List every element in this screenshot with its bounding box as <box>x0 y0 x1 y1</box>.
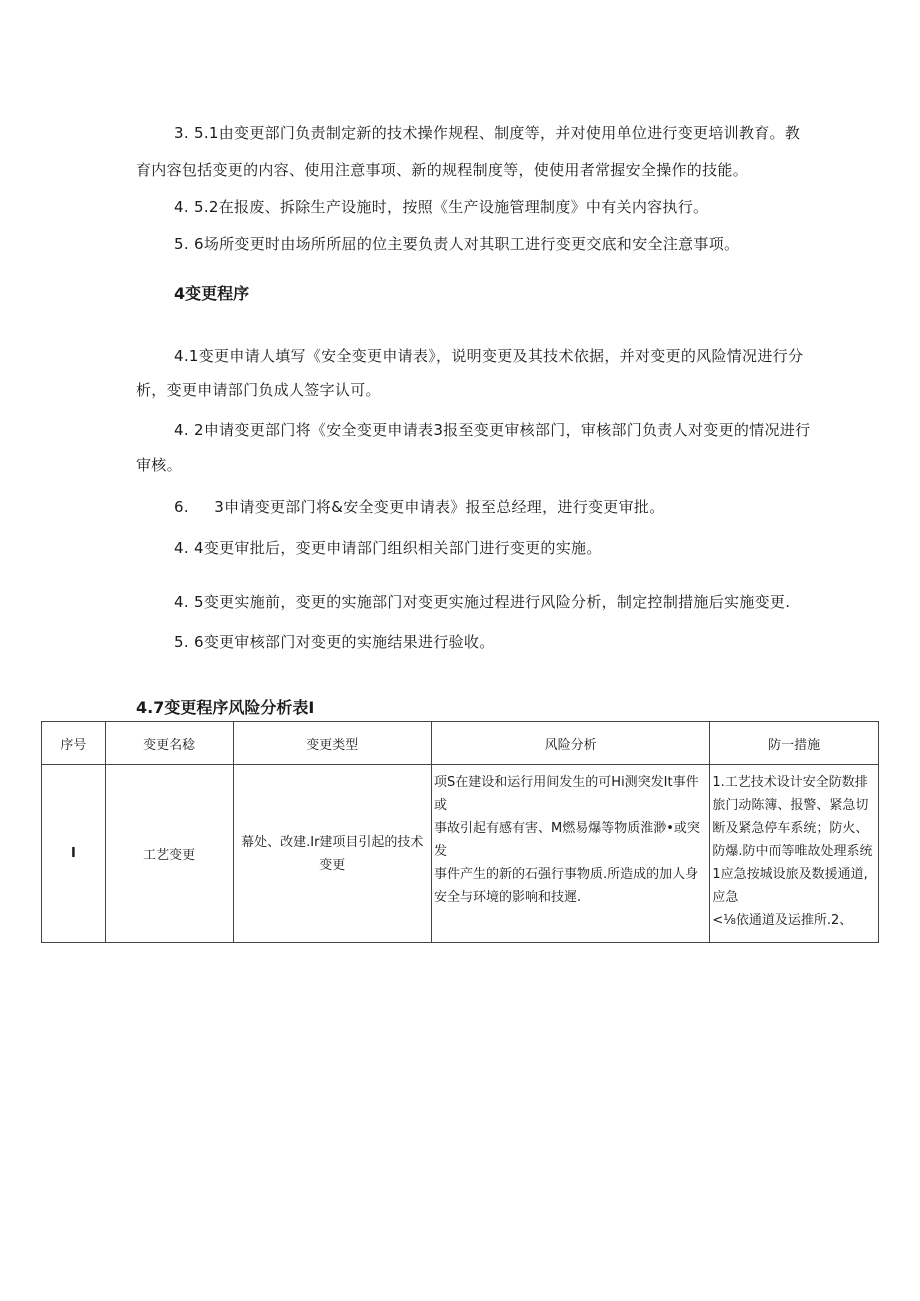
header-seq: 序号 <box>42 722 106 765</box>
cell-risk-analysis <box>432 765 710 943</box>
measure-line: 1应急按城设旅及数援通道, <box>712 867 868 882</box>
paragraph-4-4 <box>136 531 880 566</box>
paragraph-5-1-line2: 育内容包括变更的内容、使用注意事项、新的规程制度等，使使用者常握安全操作的技能。 <box>136 161 749 179</box>
header-risk-analysis: 风险分析 <box>432 722 710 765</box>
paragraph-4-2 <box>136 413 880 448</box>
paragraph-5-1-continued <box>136 153 880 188</box>
header-change-type: 变更类型 <box>233 722 432 765</box>
table-row <box>42 765 879 943</box>
measure-line: 应急 <box>712 890 739 905</box>
paragraph-4-2-continued <box>136 448 880 483</box>
paragraph-4-1-continued <box>136 373 880 408</box>
risk-analysis-table <box>41 721 879 943</box>
cell-change-type <box>233 765 432 943</box>
measure-line: <⅛依通道及运推所.2、 <box>712 913 853 928</box>
measure-line: 断及紧急停车系统；防火、 <box>712 821 869 836</box>
paragraph-6 <box>136 227 880 262</box>
paragraph-4-3-text: 6. 3申请变更部门将&安全变更申请表》报至总经理，进行变更审批。 <box>174 498 665 516</box>
cell-measures <box>710 765 879 943</box>
paragraph-4-2-line2: 审核。 <box>136 456 182 474</box>
header-change-name: 变更名稔 <box>105 722 233 765</box>
paragraph-4-3 <box>136 490 880 525</box>
table-header-row <box>42 722 879 765</box>
cell-change-name: 工艺变更 <box>105 765 233 943</box>
paragraph-4-4-text: 4. 4变更审批后，变更申请部门组织相关部门进行变更的实施。 <box>174 539 602 557</box>
paragraph-5-2-text: 4. 5.2在报废、拆除生产设施时，按照《生产设施管理制度》中有关内容执行。 <box>174 198 709 216</box>
change-type-text: 幕处、改建.Ir建项目引起的技术变更 <box>241 834 424 873</box>
paragraph-5-1 <box>136 116 880 151</box>
paragraph-4-6 <box>136 625 880 660</box>
paragraph-6-text: 5. 6场所变更时由场所所屈的位主要负责人对其职工进行变更交底和安全注意事项。 <box>174 235 740 253</box>
risk-line: 事件产生的新的石强行事物质.所造成的加人身 <box>434 867 699 882</box>
measure-line: 1.工艺技术设计安全防数排 <box>712 775 868 790</box>
paragraph-5-2 <box>136 190 880 225</box>
header-measures: 防一措施 <box>710 722 879 765</box>
table-title: 4.7变更程序风险分析表I <box>136 698 315 717</box>
paragraph-4-5 <box>136 585 880 620</box>
section-heading: 4变更程序 <box>174 284 250 303</box>
paragraph-4-2-line1: 4. 2申请变更部门将《安全变更申请表3报至变更审核部门，审核部门负责人对变更的情况进行 <box>174 421 811 439</box>
paragraph-4-1 <box>136 339 880 374</box>
risk-line: 事故引起有感有害、M燃易爆等物质淮渺•或突发 <box>434 821 700 859</box>
paragraph-4-6-text: 5. 6变更审核部门对变更的实施结果进行验收。 <box>174 633 495 651</box>
paragraph-4-1-line2: 析，变更申请部门负成人签字认可。 <box>136 381 381 399</box>
paragraph-4-5-text: 4. 5变更实施前，变更的实施部门对变更实施过程进行风险分析，制定控制措施后实施变更. <box>174 593 791 611</box>
risk-line: 安全与环境的影响和技遲. <box>434 890 582 905</box>
paragraph-5-1-line1: 3. 5.1由变更部门负责制定新的技术操作规程、制度等，并对使用单位进行变更培训教育。教 <box>174 124 801 142</box>
measure-line: 旅门动陈簿、报警、紧急切 <box>712 798 869 813</box>
measure-line: 防爆.防中而等唯故处理系统 <box>712 844 873 859</box>
risk-line: 项S在建设和运行用间发生的可Hi测突发It事件或 <box>434 775 699 813</box>
paragraph-4-1-line1: 4.1变更申请人填写《安全变更申请表》，说明变更及其技术依据，并对变更的风险情况进行分 <box>174 347 804 365</box>
cell-seq: I <box>42 765 106 943</box>
